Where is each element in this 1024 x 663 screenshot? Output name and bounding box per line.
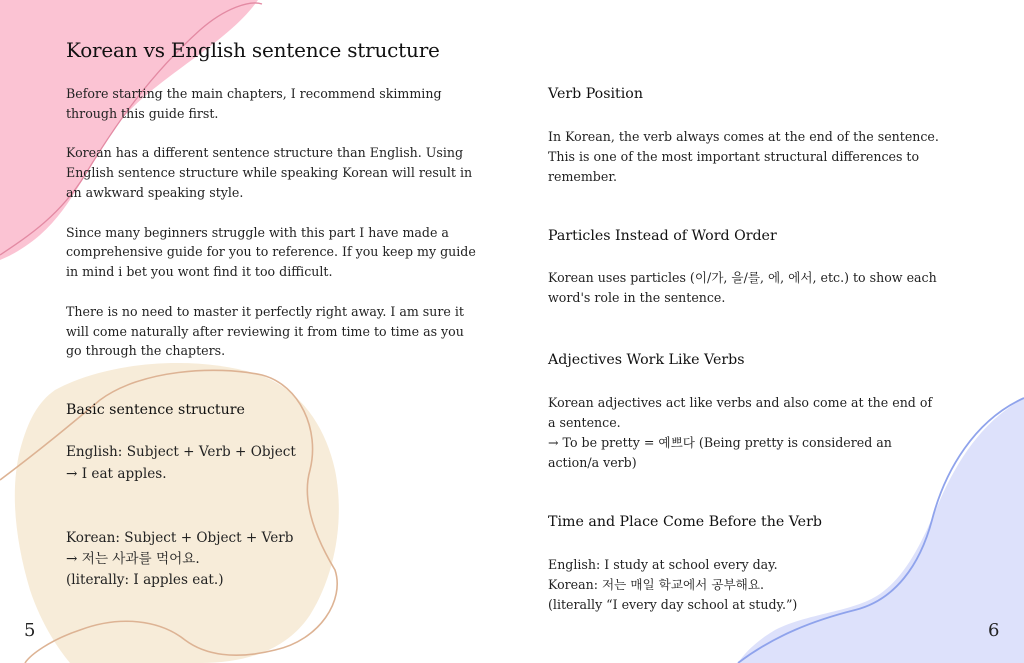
section-body-verb-position — [548, 127, 940, 187]
page-number-left: 5 — [24, 620, 36, 641]
section-title-verb-position: Verb Position — [548, 86, 643, 102]
page-number-right: 6 — [988, 620, 1000, 641]
korean-literal: (literally: I apples eat.) — [66, 572, 224, 588]
intro-paragraph: Before starting the main chapters, I recommend skimming through this guide first. — [66, 86, 442, 121]
section-body-adjectives — [548, 393, 940, 473]
page-title: Korean vs English sentence structure — [66, 38, 440, 62]
section-line: Korean uses particles (이/가, 을/를, 에, 에서, etc.) to show each word's role in the sentence. — [548, 270, 937, 305]
section-line: English: I study at school every day. — [548, 557, 778, 572]
section-title-adjectives: Adjectives Work Like Verbs — [548, 352, 745, 368]
section-line: In Korean, the verb always comes at the end of the sentence. This is one of the most important structural differences to remember. — [548, 129, 939, 184]
korean-example: → 저는 사과를 먹어요. — [66, 551, 200, 567]
basic-structure-heading: Basic sentence structure — [66, 402, 245, 418]
intro-paragraph: Since many beginners struggle with this part I have made a comprehensive guide for you to reference. If you keep my guide in mind i bet you wont find it too difficult. — [66, 224, 476, 280]
korean-structure: Korean: Subject + Object + Verb — [66, 530, 294, 546]
intro-paragraph: There is no need to master it perfectly right away. I am sure it will come naturally after reviewing it from time to time as you go through the chapters. — [66, 303, 464, 359]
english-structure: English: Subject + Verb + Object — [66, 444, 296, 460]
english-example: → I eat apples. — [66, 466, 167, 482]
section-title-time-place: Time and Place Come Before the Verb — [548, 514, 822, 530]
section-body-time-place — [548, 555, 940, 615]
section-line: Korean adjectives act like verbs and also come at the end of a sentence. — [548, 395, 933, 430]
intro-paragraph: Korean has a different sentence structure than English. Using English sentence structure while speaking Korean will result in an awkward speaking style. — [66, 145, 473, 200]
section-line: (literally “I every day school at study.”) — [548, 597, 798, 612]
section-title-particles: Particles Instead of Word Order — [548, 228, 777, 244]
section-line: Korean: 저는 매일 학교에서 공부해요. — [548, 577, 764, 592]
section-body-particles — [548, 268, 940, 308]
section-line: → To be pretty = 예쁘다 (Being pretty is considered an action/a verb) — [548, 435, 892, 470]
intro-text — [66, 84, 478, 381]
